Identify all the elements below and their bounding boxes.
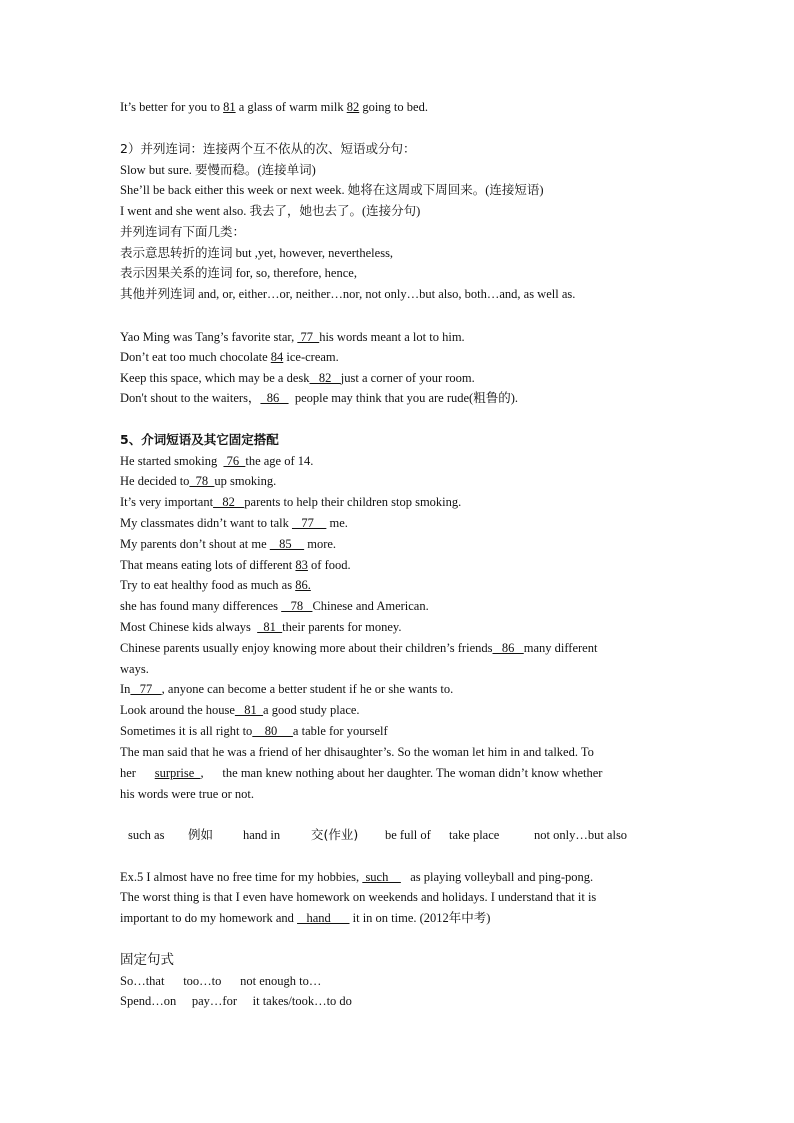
text: going to bed. — [359, 100, 428, 114]
text-line — [120, 390, 518, 406]
text: she has found many differences — [120, 599, 282, 613]
text-line — [120, 494, 461, 510]
text: Keep this space, which may be a desk — [120, 371, 310, 385]
text: Sometimes it is all right to — [120, 724, 253, 738]
text: people may think that you are rude(粗鲁的). — [288, 391, 519, 405]
text-line: 并列连词有下面几类： — [120, 224, 246, 239]
text: parents to help their children stop smoking. — [244, 495, 462, 509]
text-line: Slow but sure. 要慢而稳。(连接单词) — [120, 163, 316, 177]
text-line — [120, 619, 401, 635]
text-line — [120, 702, 360, 718]
text-line — [120, 453, 313, 469]
text: important to do my homework and — [120, 911, 298, 925]
blank-number: 81 — [257, 620, 283, 634]
text-line — [120, 577, 311, 593]
blank-number: 82 — [346, 100, 360, 114]
text: Look around the house — [120, 703, 235, 717]
text: ice-cream. — [283, 350, 339, 364]
text-line — [120, 329, 465, 345]
text-line: She’ll be back either this week or next week. 她将在这周或下周回来。(连接短语) — [120, 183, 544, 197]
text: more. — [304, 537, 337, 551]
blank-number: 82 — [309, 371, 341, 385]
section-heading: 2）并列连词：连接两个互不依从的次、短语或分句： — [120, 141, 416, 156]
text: a glass of warm milk — [235, 100, 347, 114]
text-line: I went and she went also. 我去了，她也去了。(连接分句) — [120, 204, 421, 218]
text: , anyone can become a better student if he or she wants to. — [161, 682, 454, 696]
text-line: his words were true or not. — [120, 787, 254, 801]
blank-number: 86 — [492, 641, 524, 655]
text-line — [120, 723, 388, 739]
text: as playing volleyball and ping-pong. — [400, 870, 594, 884]
blank-number: 85 — [269, 537, 305, 551]
text-line — [120, 765, 602, 781]
text: the age of 14. — [245, 454, 314, 468]
blank-number: 76 — [223, 454, 246, 468]
blank-number: 82 — [213, 495, 245, 509]
blank-answer: surprise — [154, 766, 201, 780]
blank-number: 77 — [297, 330, 320, 344]
section-heading: 5、介词短语及其它固定搭配 — [120, 432, 279, 447]
phrase-list — [128, 827, 627, 843]
text: up smoking. — [214, 474, 277, 488]
text: He started smoking — [120, 454, 224, 468]
text: That means eating lots of different — [120, 558, 296, 572]
text: My classmates didn’t want to talk — [120, 516, 292, 530]
blank-number: 78 — [189, 474, 215, 488]
blank-answer: hand — [297, 911, 350, 925]
blank-number: 81 — [223, 100, 236, 114]
text: her — [120, 766, 155, 780]
text-line — [120, 370, 475, 386]
text: Most Chinese kids always — [120, 620, 258, 634]
text: many different — [523, 641, 598, 655]
text-line — [120, 910, 490, 926]
blank-number: 86. — [295, 578, 311, 592]
text: his words meant a lot to him. — [319, 330, 465, 344]
phrase: such as — [128, 828, 165, 842]
text: it in on time. (2012年中考) — [349, 911, 491, 925]
blank-number: 86 — [260, 391, 289, 405]
blank-number: 80 — [252, 724, 293, 738]
text-line: 其他并列连词 and, or, either…or, neither…nor, not only…but also, both…and, as well as. — [120, 287, 576, 301]
blank-number: 78 — [281, 599, 313, 613]
text: Don’t eat too much chocolate — [120, 350, 271, 364]
text-line — [120, 640, 597, 656]
phrase: 交(作业) — [311, 827, 359, 842]
text: He decided to — [120, 474, 190, 488]
text-line: 表示意思转折的连词 but ,yet, however, nevertheless, — [120, 246, 394, 260]
text: Try to eat healthy food as much as — [120, 578, 296, 592]
text: It’s very important — [120, 495, 214, 509]
text: Don't shout to the waiters， — [120, 391, 261, 405]
blank-number: 84 — [270, 350, 284, 364]
blank-number: 77 — [291, 516, 327, 530]
text-line: 表示因果关系的连词 for, so, therefore, hence, — [120, 266, 357, 280]
text-line — [120, 349, 339, 365]
blank-number: 81 — [234, 703, 264, 717]
text: , the man knew nothing about her daughter. The woman didn’t know whether — [200, 766, 603, 780]
text: Yao Ming was Tang’s favorite star, — [120, 330, 298, 344]
phrase: take place — [449, 828, 500, 842]
text-line — [120, 515, 348, 531]
phrase: not only…but also — [534, 828, 628, 842]
text-line — [120, 598, 429, 614]
text-line: The worst thing is that I even have homework on weekends and holidays. I understand that it is — [120, 890, 597, 904]
phrase: hand in — [243, 828, 281, 842]
text: Chinese parents usually enjoy knowing more about their children’s friends — [120, 641, 493, 655]
blank-number: 77 — [130, 682, 162, 696]
text-line — [120, 536, 336, 552]
text: me. — [326, 516, 348, 530]
text: In — [120, 682, 131, 696]
text-line — [120, 473, 276, 489]
text-line: Spend…on pay…for it takes/took…to do — [120, 994, 352, 1008]
section-heading: 固定句式 — [120, 952, 174, 968]
text: It’s better for you to — [120, 100, 224, 114]
text-line — [120, 869, 593, 885]
phrase: be full of — [385, 828, 431, 842]
blank-number: 83 — [295, 558, 308, 572]
phrase: 例如 — [188, 827, 214, 842]
text-line — [120, 557, 351, 573]
text: Chinese and American. — [312, 599, 429, 613]
text: of food. — [307, 558, 351, 572]
text: My parents don’t shout at me — [120, 537, 270, 551]
text: a good study place. — [263, 703, 360, 717]
text-line: ways. — [120, 662, 149, 676]
text: a table for yourself — [292, 724, 388, 738]
text: just a corner of your room. — [340, 371, 475, 385]
text-line: So…that too…to not enough to… — [120, 974, 322, 988]
text: their parents for money. — [282, 620, 402, 634]
text: Ex.5 I almost have no free time for my hobbies, — [120, 870, 363, 884]
blank-answer: such — [362, 870, 401, 884]
text-line: The man said that he was a friend of her dhisaughter’s. So the woman let him in and talked. To — [120, 745, 594, 759]
text-line — [120, 681, 453, 697]
text-line — [120, 99, 428, 115]
